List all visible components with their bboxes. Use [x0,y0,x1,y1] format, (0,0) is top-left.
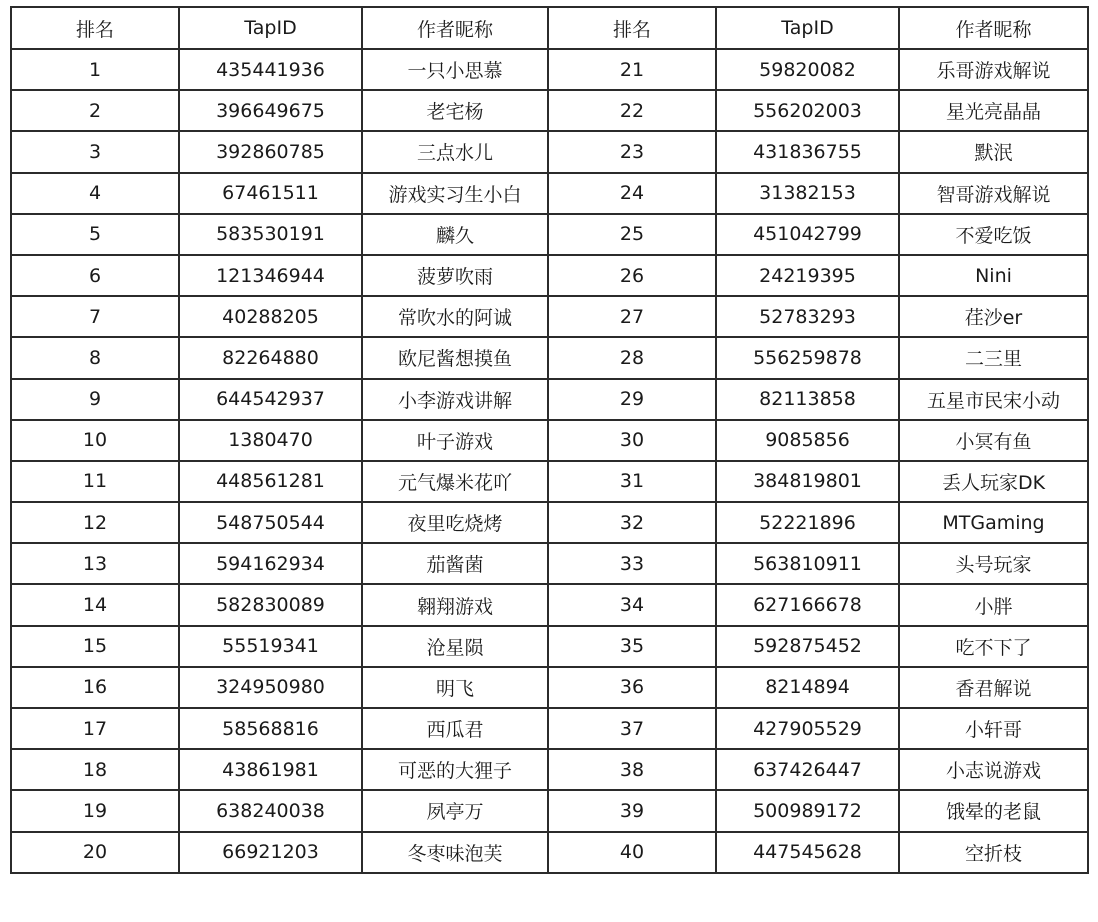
tapid-right-cell: 627166678 [716,584,899,625]
nickname-left-cell: 沧星陨 [362,626,548,667]
table-row [11,543,1088,584]
rank-left-cell: 11 [11,461,179,502]
table-row [11,379,1088,420]
tapid-right-cell: 52221896 [716,502,899,543]
tapid-right-cell: 52783293 [716,296,899,337]
rank-right-cell: 34 [548,584,716,625]
rank-left-cell: 2 [11,90,179,131]
tapid-left-cell: 396649675 [179,90,362,131]
nickname-left-cell: 明飞 [362,667,548,708]
table-row [11,667,1088,708]
tapid-left-cell: 55519341 [179,626,362,667]
rank-right-cell: 32 [548,502,716,543]
table-row [11,584,1088,625]
tapid-left-cell: 548750544 [179,502,362,543]
rank-right-cell: 22 [548,90,716,131]
rank-left-cell: 3 [11,131,179,172]
tapid-right-cell: 8214894 [716,667,899,708]
rank-left-cell: 1 [11,49,179,90]
tapid-left-cell: 1380470 [179,420,362,461]
nickname-right-cell: 丢人玩家DK [899,461,1088,502]
rank-right-cell: 37 [548,708,716,749]
rank-right-cell: 24 [548,173,716,214]
rank-left-cell: 12 [11,502,179,543]
tapid-left-cell: 435441936 [179,49,362,90]
rank-left-cell: 18 [11,749,179,790]
tapid-left-cell: 40288205 [179,296,362,337]
table-row [11,90,1088,131]
tapid-right-cell: 451042799 [716,214,899,255]
rank-right-cell: 27 [548,296,716,337]
nickname-right-cell: 二三里 [899,337,1088,378]
table-row [11,461,1088,502]
ranking-table [10,6,1089,874]
table-row [11,255,1088,296]
nickname-right-cell: 小冥有鱼 [899,420,1088,461]
nickname-left-cell: 游戏实习生小白 [362,173,548,214]
tapid-right-cell: 427905529 [716,708,899,749]
nickname-left-cell: 菠萝吹雨 [362,255,548,296]
table-row [11,708,1088,749]
tapid-left-cell: 448561281 [179,461,362,502]
nickname-right-cell: MTGaming [899,502,1088,543]
nickname-left-cell: 夙亭万 [362,790,548,831]
tapid-left-cell: 644542937 [179,379,362,420]
nickname-right-cell: 香君解说 [899,667,1088,708]
rank-right-cell: 29 [548,379,716,420]
tapid-right-cell: 9085856 [716,420,899,461]
rank-left-cell: 9 [11,379,179,420]
tapid-right-cell: 59820082 [716,49,899,90]
table-row [11,420,1088,461]
nickname-right-cell: Nini [899,255,1088,296]
header-nickname-right: 作者昵称 [899,7,1088,49]
nickname-left-cell: 叶子游戏 [362,420,548,461]
nickname-right-cell: 小轩哥 [899,708,1088,749]
rank-right-cell: 35 [548,626,716,667]
nickname-right-cell: 吃不下了 [899,626,1088,667]
rank-left-cell: 8 [11,337,179,378]
tapid-right-cell: 447545628 [716,832,899,873]
rank-right-cell: 39 [548,790,716,831]
tapid-left-cell: 43861981 [179,749,362,790]
tapid-right-cell: 556202003 [716,90,899,131]
header-nickname-left: 作者昵称 [362,7,548,49]
nickname-right-cell: 小胖 [899,584,1088,625]
tapid-right-cell: 592875452 [716,626,899,667]
nickname-left-cell: 西瓜君 [362,708,548,749]
tapid-left-cell: 638240038 [179,790,362,831]
rank-left-cell: 10 [11,420,179,461]
tapid-left-cell: 66921203 [179,832,362,873]
rank-left-cell: 17 [11,708,179,749]
nickname-right-cell: 头号玩家 [899,543,1088,584]
rank-left-cell: 6 [11,255,179,296]
rank-right-cell: 26 [548,255,716,296]
table-row [11,337,1088,378]
table-row [11,214,1088,255]
nickname-right-cell: 乐哥游戏解说 [899,49,1088,90]
table-row [11,502,1088,543]
table-row [11,173,1088,214]
tapid-right-cell: 556259878 [716,337,899,378]
nickname-left-cell: 翱翔游戏 [362,584,548,625]
nickname-left-cell: 可恶的大狸子 [362,749,548,790]
nickname-left-cell: 夜里吃烧烤 [362,502,548,543]
tapid-right-cell: 431836755 [716,131,899,172]
tapid-left-cell: 82264880 [179,337,362,378]
table-row [11,49,1088,90]
nickname-left-cell: 麟久 [362,214,548,255]
rank-right-cell: 40 [548,832,716,873]
tapid-left-cell: 121346944 [179,255,362,296]
nickname-left-cell: 老宅杨 [362,90,548,131]
rank-right-cell: 36 [548,667,716,708]
rank-left-cell: 7 [11,296,179,337]
tapid-left-cell: 67461511 [179,173,362,214]
rank-left-cell: 5 [11,214,179,255]
table-row [11,832,1088,873]
header-row [11,7,1088,49]
table-row [11,131,1088,172]
nickname-left-cell: 元气爆米花吖 [362,461,548,502]
nickname-left-cell: 常吹水的阿诚 [362,296,548,337]
tapid-right-cell: 500989172 [716,790,899,831]
tapid-left-cell: 583530191 [179,214,362,255]
nickname-right-cell: 荏沙er [899,296,1088,337]
rank-left-cell: 4 [11,173,179,214]
table-row [11,749,1088,790]
nickname-left-cell: 三点水儿 [362,131,548,172]
tapid-right-cell: 82113858 [716,379,899,420]
nickname-right-cell: 小志说游戏 [899,749,1088,790]
tapid-right-cell: 384819801 [716,461,899,502]
table-row [11,790,1088,831]
rank-right-cell: 38 [548,749,716,790]
tapid-right-cell: 31382153 [716,173,899,214]
nickname-left-cell: 茄酱菌 [362,543,548,584]
nickname-left-cell: 小李游戏讲解 [362,379,548,420]
rank-left-cell: 13 [11,543,179,584]
header-rank-left: 排名 [11,7,179,49]
tapid-left-cell: 392860785 [179,131,362,172]
tapid-left-cell: 594162934 [179,543,362,584]
rank-left-cell: 14 [11,584,179,625]
rank-left-cell: 15 [11,626,179,667]
nickname-right-cell: 五星市民宋小动 [899,379,1088,420]
rank-right-cell: 25 [548,214,716,255]
nickname-right-cell: 默泯 [899,131,1088,172]
rank-right-cell: 21 [548,49,716,90]
nickname-left-cell: 一只小思慕 [362,49,548,90]
rank-right-cell: 23 [548,131,716,172]
nickname-left-cell: 冬枣味泡芙 [362,832,548,873]
header-tapid-left: TapID [179,7,362,49]
nickname-left-cell: 欧尼酱想摸鱼 [362,337,548,378]
table-row [11,296,1088,337]
header-tapid-right: TapID [716,7,899,49]
tapid-right-cell: 24219395 [716,255,899,296]
nickname-right-cell: 星光亮晶晶 [899,90,1088,131]
rank-left-cell: 20 [11,832,179,873]
rank-left-cell: 19 [11,790,179,831]
rank-right-cell: 33 [548,543,716,584]
header-rank-right: 排名 [548,7,716,49]
tapid-left-cell: 58568816 [179,708,362,749]
table-row [11,626,1088,667]
rank-left-cell: 16 [11,667,179,708]
nickname-right-cell: 智哥游戏解说 [899,173,1088,214]
tapid-right-cell: 563810911 [716,543,899,584]
rank-right-cell: 30 [548,420,716,461]
nickname-right-cell: 饿晕的老鼠 [899,790,1088,831]
nickname-right-cell: 空折枝 [899,832,1088,873]
rank-right-cell: 31 [548,461,716,502]
tapid-right-cell: 637426447 [716,749,899,790]
table-body [11,49,1088,873]
nickname-right-cell: 不爱吃饭 [899,214,1088,255]
tapid-left-cell: 324950980 [179,667,362,708]
rank-right-cell: 28 [548,337,716,378]
tapid-left-cell: 582830089 [179,584,362,625]
